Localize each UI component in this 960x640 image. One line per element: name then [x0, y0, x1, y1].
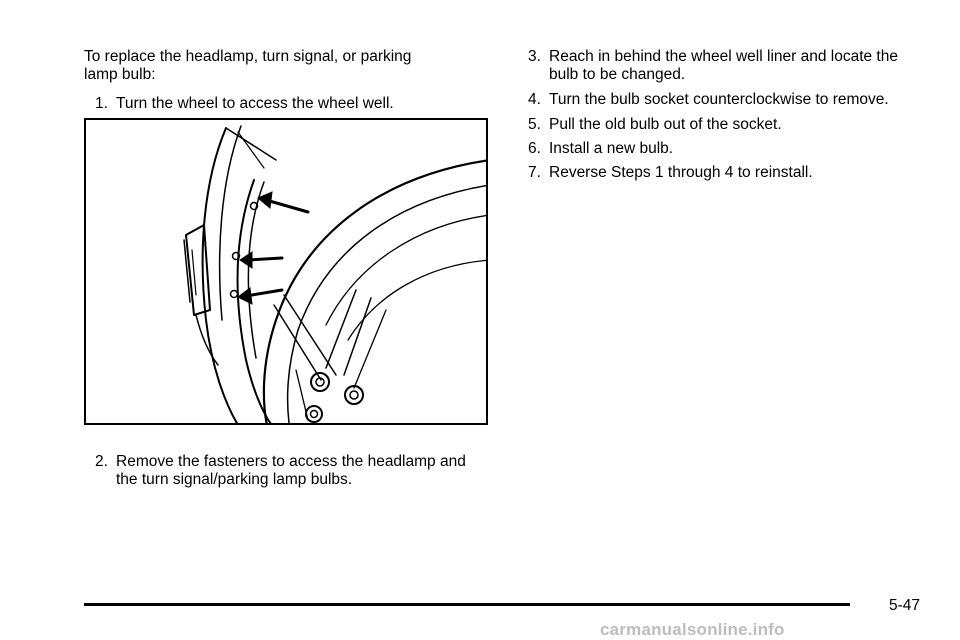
wheel-well-drawing [86, 120, 488, 425]
wheel-well-illustration [84, 118, 488, 425]
step-text: Turn the bulb socket counterclockwise to remove. [549, 91, 889, 108]
step-number: 3. [528, 48, 541, 65]
step-text-line-1: Reach in behind the wheel well liner and locate the [549, 48, 898, 65]
callout-arrow [246, 290, 282, 296]
step-number: 4. [528, 91, 541, 108]
lug-nut [306, 406, 322, 422]
lug-nut [311, 373, 329, 391]
step-text-line-2: the turn signal/parking lamp bulbs. [116, 471, 353, 488]
fastener [231, 291, 238, 298]
step-text: Install a new bulb. [549, 140, 674, 157]
tire-outer [264, 160, 488, 425]
intro-text-line-1: To replace the headlamp, turn signal, or parking [84, 48, 412, 65]
step-number: 1. [95, 95, 108, 112]
watermark-text: carmanualsonline.info [600, 620, 785, 639]
step-text: Turn the wheel to access the wheel well. [116, 95, 394, 112]
step-number: 2. [95, 453, 108, 470]
lug-nut [345, 386, 363, 404]
step-number: 5. [528, 116, 541, 133]
footer-rule [84, 603, 850, 606]
page-number: 5-47 [889, 597, 921, 614]
step-text: Pull the old bulb out of the socket. [549, 116, 782, 133]
step-number: 6. [528, 140, 541, 157]
step-text: Reverse Steps 1 through 4 to reinstall. [549, 164, 813, 181]
callout-arrow [266, 200, 308, 212]
intro-text-line-2: lamp bulb: [84, 66, 156, 83]
step-text-line-2: bulb to be changed. [549, 66, 686, 83]
liner-edge [238, 180, 276, 425]
callout-arrow [248, 258, 282, 260]
step-number: 7. [528, 164, 541, 181]
rim-edge [348, 260, 488, 340]
step-text-line-1: Remove the fasteners to access the headlamp and [116, 453, 466, 470]
